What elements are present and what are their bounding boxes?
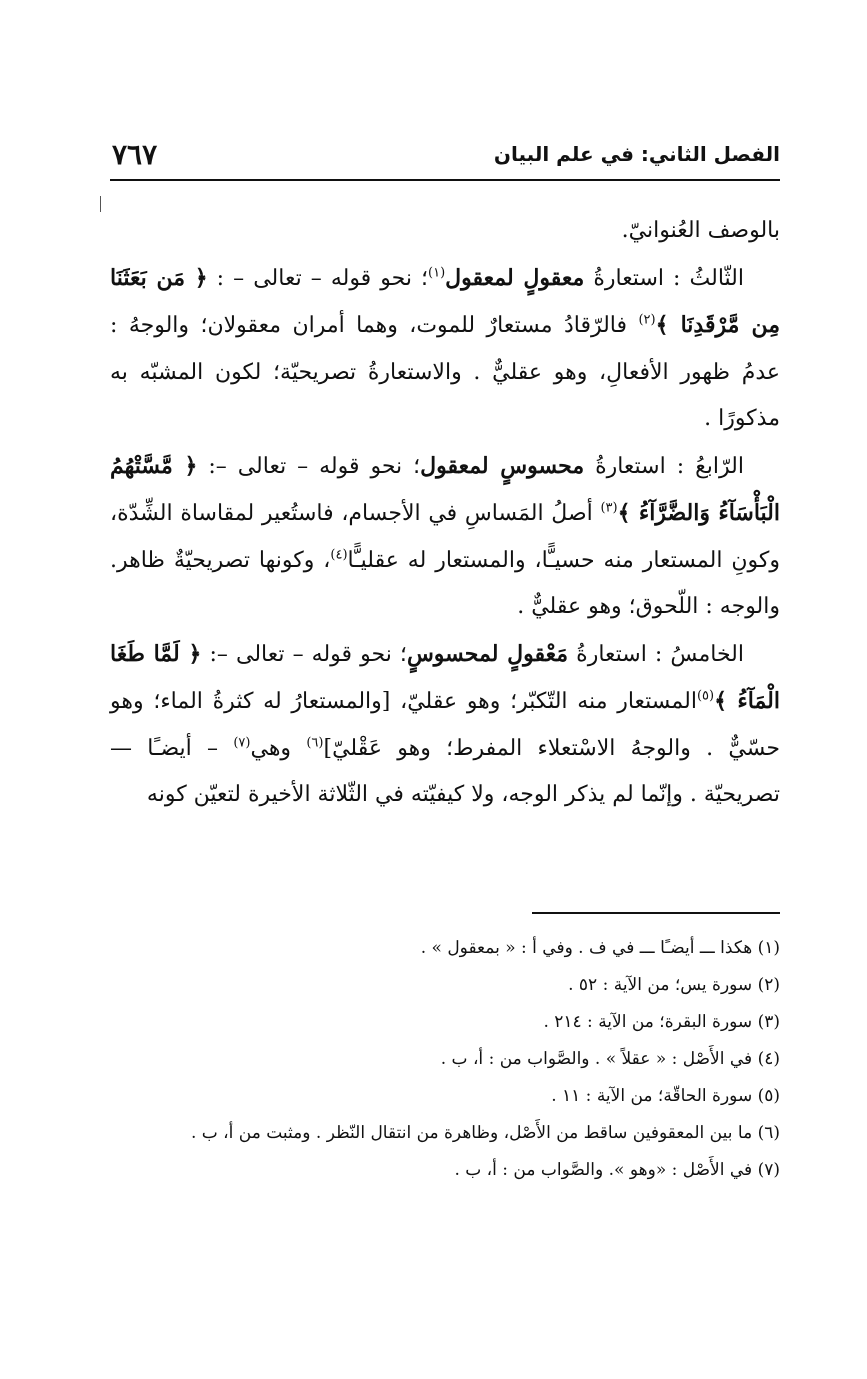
footnote-5: (٥) سورة الحاقّة؛ من الآية : ١١ . <box>551 1086 780 1106</box>
p2-mid: ؛ نحو قوله – تعالى – : <box>207 265 429 291</box>
p2-term: معقولٍ لمعقول <box>445 264 585 291</box>
footnote-4: (٤) في الأَصْل : « عقلاً » . والصَّواب من : أ، ب . <box>440 1049 780 1069</box>
footnote-ref-1[interactable]: (١) <box>428 265 446 281</box>
footnotes <box>110 930 780 1189</box>
p3-lead: الرّابعُ : استعارةُ <box>584 453 744 479</box>
p4-mid: ؛ نحو قوله – تعالى –: <box>201 641 407 667</box>
p2-lead: الثّالثُ : استعارةُ <box>584 265 744 291</box>
paragraph-1: بالوصف العُنوانيّ. <box>621 218 780 243</box>
footnote-3: (٣) سورة البقرة؛ من الآية : ٢١٤ . <box>543 1012 780 1032</box>
footnote-ref-6[interactable]: (٦) <box>306 735 324 751</box>
p4-rest-1: المستعار منه التّكبّر؛ وهو عقليّ، [والمستعارُ له كثرةُ الماء؛ وهو حسّيٌّ . والوجهُ الاسْتعلاء المفرط؛ وهو عَقْليّ] <box>110 689 780 761</box>
paragraph-2 <box>110 255 780 443</box>
main-text <box>110 208 780 819</box>
p3-term: محسوسٍ لمعقول <box>420 452 585 479</box>
quran-verse: ﴿ لَمَّا طَغَا الْمَآءُ ﴾ <box>110 640 780 714</box>
paragraph-3 <box>110 443 780 631</box>
footnote-6: (٦) ما بين المعقوفين ساقط من الأَصْل، وظاهرة من انتقال النّظر . ومثبت من أ، ب . <box>190 1123 780 1143</box>
page-header <box>110 138 780 178</box>
footnote-7: (٧) في الأَصْل : «وهو ». والصَّواب من : أ، ب . <box>454 1160 780 1180</box>
quran-verse: ﴿ مَّسَّتْهُمُ الْبَأْسَآءُ وَالضَّرَّآءُ ﴾ <box>110 452 780 526</box>
margin-mark <box>100 196 101 212</box>
p4-term: مَعْقولٍ لمحسوسٍ <box>406 640 569 667</box>
quran-verse: ﴿ مَن بَعَثَنَا مِن مَّرْقَدِنَا ﴾ <box>110 264 780 338</box>
p4-lead: الخامسُ : استعارةُ <box>568 641 744 667</box>
footnote-ref-3[interactable]: (٣) <box>600 500 618 516</box>
footnote-1: (١) هكذا ـــ أيضـًا ـــ في ف . وفي أ : « بمعقول » . <box>420 938 780 958</box>
p4-rest-2: وهي <box>250 735 307 761</box>
running-title: الفصل الثاني: في علم البيان <box>493 142 780 166</box>
page-number: ٧٦٧ <box>112 138 158 171</box>
footnote-separator <box>532 912 780 914</box>
footnote-ref-4[interactable]: (٤) <box>330 547 348 563</box>
header-rule <box>110 179 780 181</box>
paragraph-4 <box>110 631 780 819</box>
footnote-2: (٢) سورة يس؛ من الآية : ٥٢ . <box>568 975 780 995</box>
footnote-ref-5[interactable]: (٥) <box>696 688 715 704</box>
p4-rest-3: – أيضـًا — تصريحيّة . وإنّما لم يذكر الوجه، ولا كيفيّته في الثّلاثة الأخيرة لتعيّن كونه <box>110 735 780 807</box>
p3-mid: ؛ نحو قوله – تعالى –: <box>197 453 421 479</box>
p3-rest-1: أصلُ المَساسِ في الأجسام، فاستُعير لمقاساة الشِّدّة، وكونِ المستعار منه حسيـًّا، والمستعار له عقليـًّا <box>110 501 780 573</box>
footnote-ref-2[interactable]: (٢) <box>638 312 656 328</box>
footnote-ref-7[interactable]: (٧) <box>233 735 251 751</box>
p2-rest: فالرّقادُ مستعارٌ للموت، وهما أمران معقولان؛ والوجهُ : عدمُ ظهور الأفعالِ، وهو عقليٌّ . والاستعارةُ تصريحيّة؛ لكون المشبّه به مذكورًا . <box>110 313 780 431</box>
p3-rest-2: ، وكونها تصريحيّةٌ ظاهر. والوجه : اللّحوق؛ وهو عقليٌّ . <box>110 547 780 619</box>
